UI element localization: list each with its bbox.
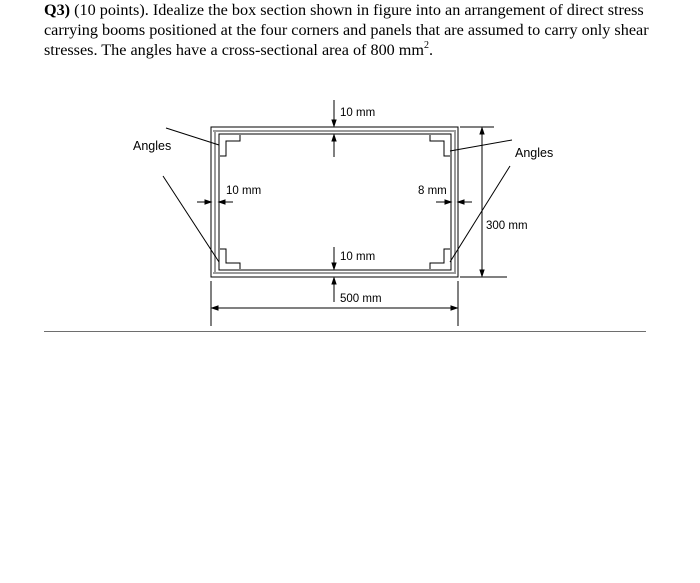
angles-leader-right-bottom xyxy=(450,166,510,262)
angle-bottom-right xyxy=(430,249,450,269)
area-unit-superscript: 2 xyxy=(423,39,429,51)
question-body: Idealize the box section shown in figure into an arrangement of direct stress carrying booms positioned at the four corners and panels that are assumed to carry only shear stresses. The angles have a cross-sectional area of 800 mm xyxy=(44,1,649,59)
angles-leader-right-top xyxy=(450,140,512,151)
bottom-thickness-label: 10 mm xyxy=(340,251,376,263)
angle-top-right xyxy=(430,135,450,156)
question-points: (10 points). xyxy=(74,1,149,19)
section-divider xyxy=(44,331,646,332)
question-number: Q3) xyxy=(44,1,71,19)
angles-label-right: Angles xyxy=(515,146,554,160)
angle-bottom-left xyxy=(220,249,240,269)
top-thickness-label: 10 mm xyxy=(340,107,376,119)
angle-top-left xyxy=(220,135,240,156)
height-label: 300 mm xyxy=(486,220,528,232)
question-end: . xyxy=(428,41,434,59)
box-inner-wall xyxy=(219,134,451,270)
width-label: 500 mm xyxy=(340,293,382,305)
right-thickness-label: 8 mm xyxy=(418,185,447,197)
left-thickness-label: 10 mm xyxy=(226,185,262,197)
angles-label-left: Angles xyxy=(133,139,172,153)
